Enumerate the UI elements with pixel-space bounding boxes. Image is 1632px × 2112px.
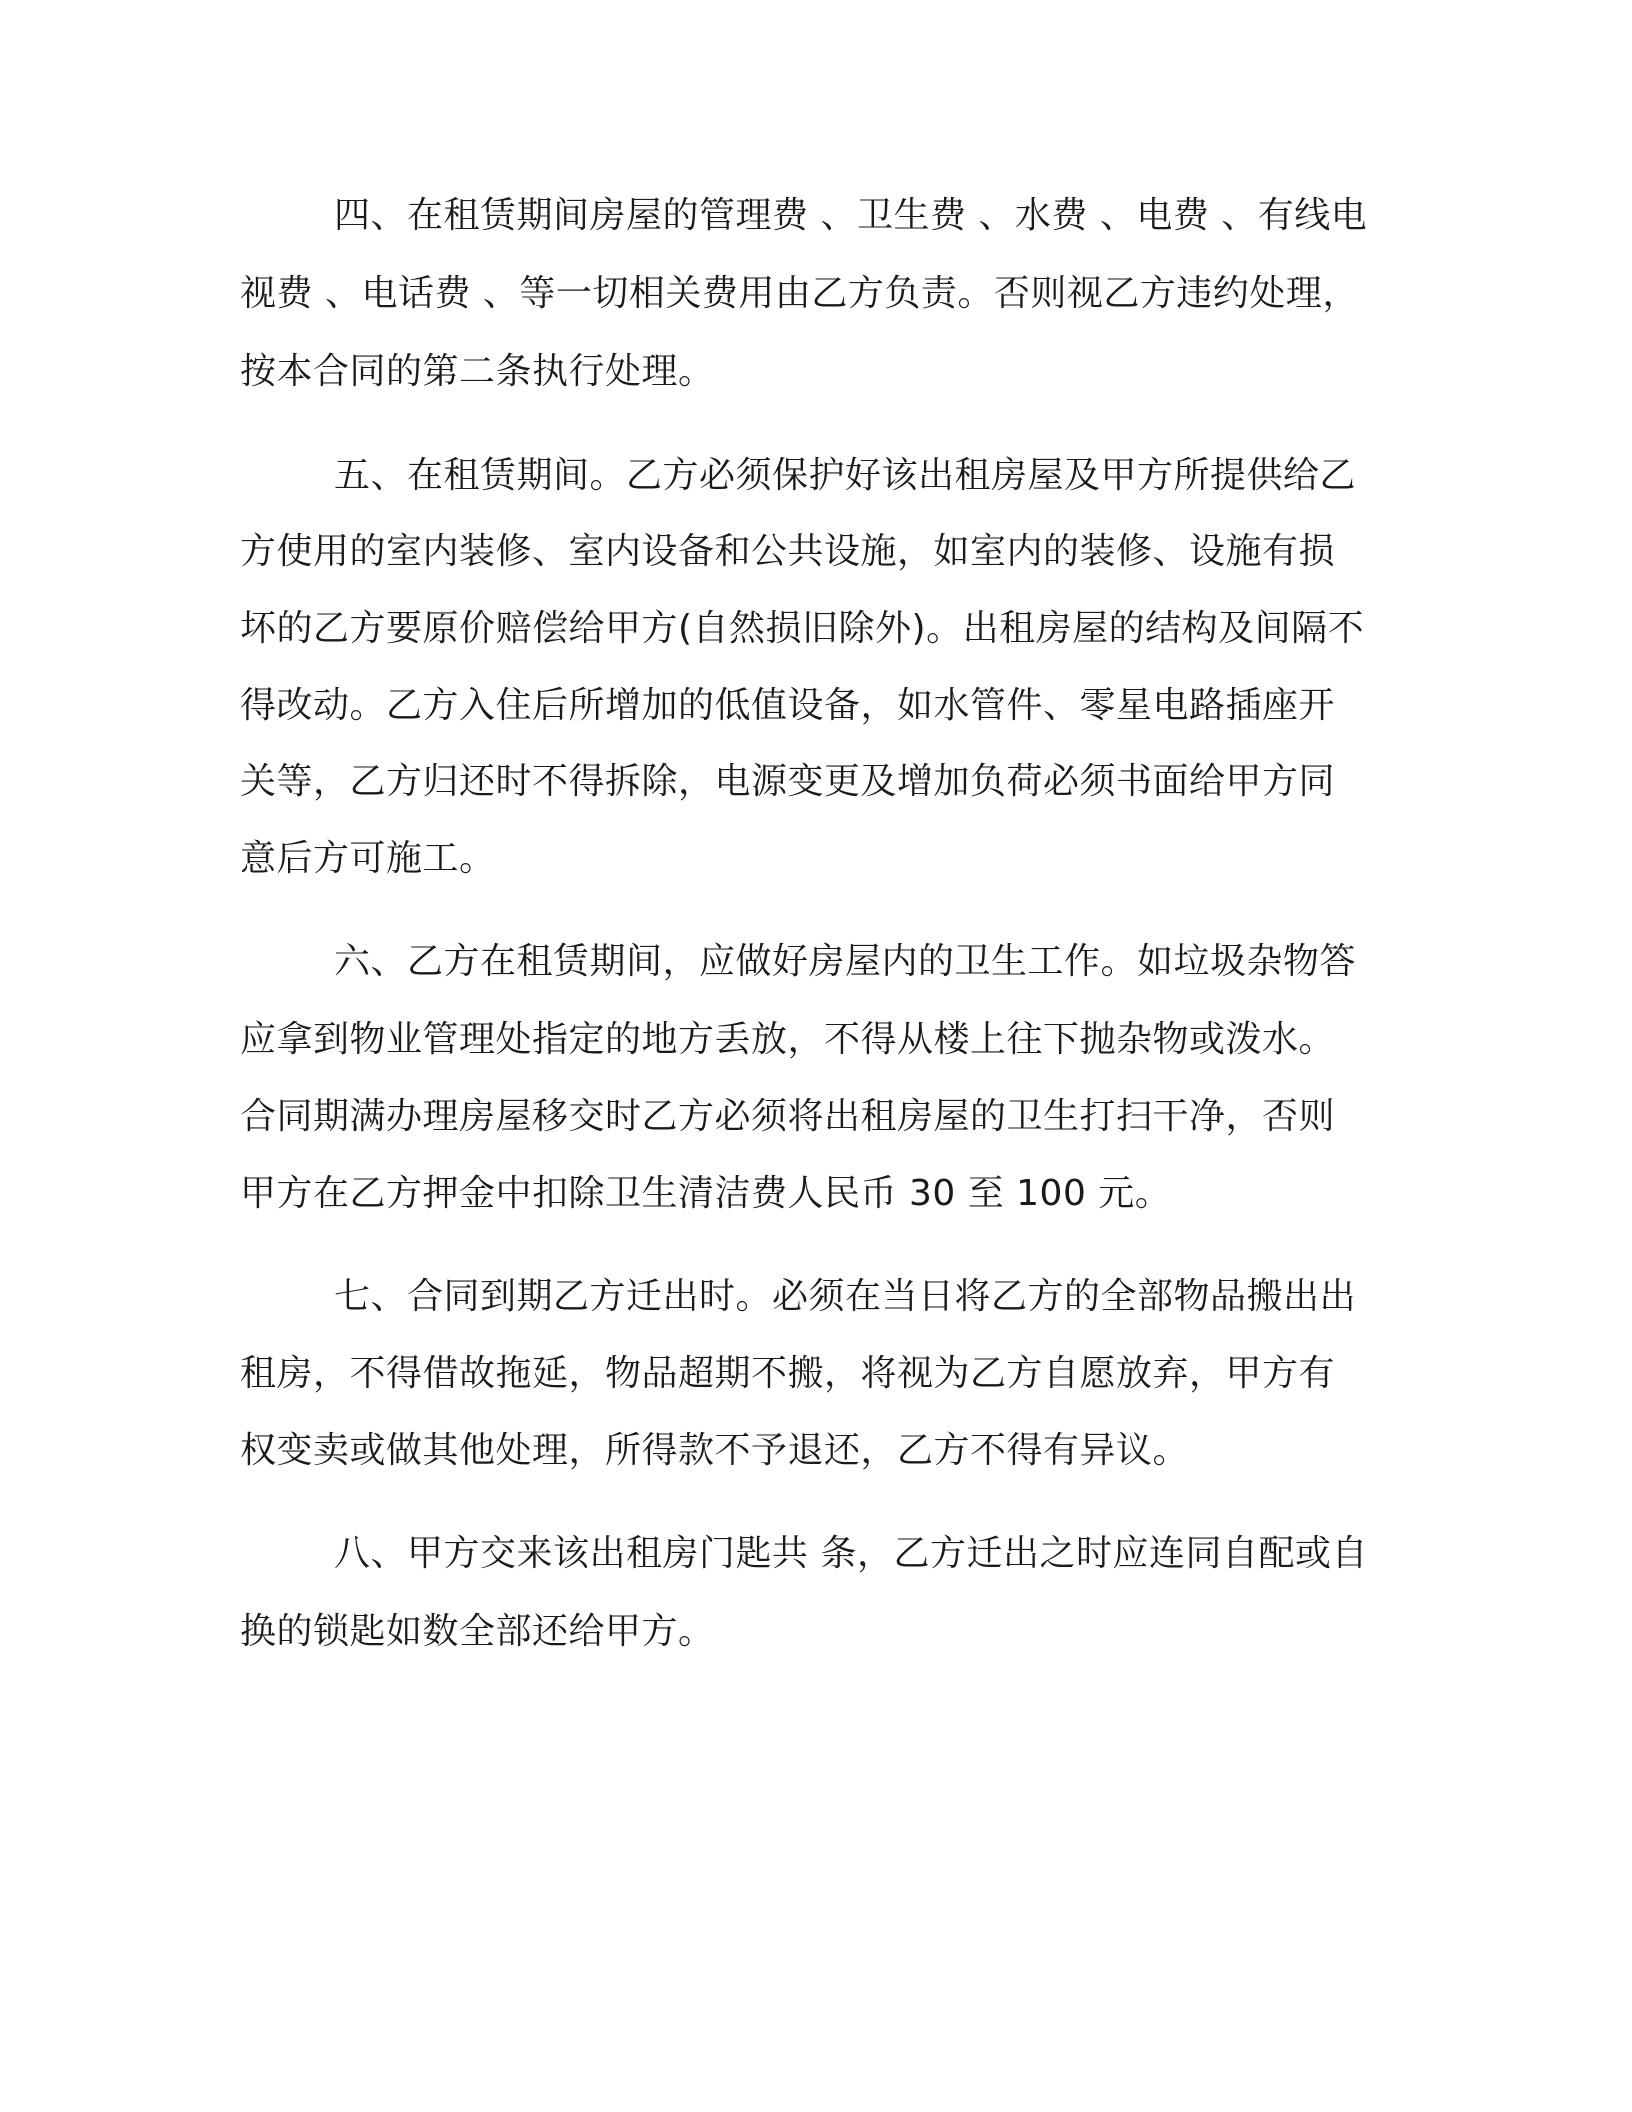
text-line: 坏的乙方要原价赔偿给甲方(自然损旧除外)。出租房屋的结构及间隔不 <box>240 608 1365 649</box>
text-line: 按本合同的第二条执行处理。 <box>240 351 715 392</box>
text-line: 甲方在乙方押金中扣除卫生清洁费人民币 30 至 100 元。 <box>240 1173 1172 1214</box>
text-line: 六、乙方在租赁期间，应做好房屋内的卫生工作。如垃圾杂物答 <box>334 941 1357 982</box>
text-line: 五、在租赁期间。乙方必须保护好该出租房屋及甲方所提供给乙 <box>334 455 1357 496</box>
text-line: 七、合同到期乙方迁出时。必须在当日将乙方的全部物品搬出出 <box>334 1276 1357 1317</box>
text-line: 换的锁匙如数全部还给甲方。 <box>240 1611 715 1652</box>
text-line: 关等，乙方归还时不得拆除，电源变更及增加负荷必须书面给甲方同 <box>240 761 1336 802</box>
text-line: 合同期满办理房屋移交时乙方必须将出租房屋的卫生打扫干净，否则 <box>240 1096 1336 1137</box>
text-line: 权变卖或做其他处理，所得款不予退还，乙方不得有异议。 <box>240 1430 1190 1471</box>
text-line: 意后方可施工。 <box>240 838 496 879</box>
text-line: 四、在租赁期间房屋的管理费 、卫生费 、水费 、电费 、有线电 <box>334 195 1368 236</box>
text-line: 八、甲方交来该出租房门匙共 条，乙方迁出之时应连同自配或自 <box>334 1533 1368 1574</box>
text-line: 方使用的室内装修、室内设备和公共设施，如室内的装修、设施有损 <box>240 531 1336 572</box>
text-line: 应拿到物业管理处指定的地方丢放，不得从楼上往下抛杂物或泼水。 <box>240 1019 1336 1060</box>
text-line: 视费 、电话费 、等一切相关费用由乙方负责。否则视乙方违约处理， <box>240 273 1359 314</box>
text-line: 得改动。乙方入住后所增加的低值设备，如水管件、零星电路插座开 <box>240 685 1336 726</box>
text-line: 租房，不得借故拖延，物品超期不搬，将视为乙方自愿放弃，甲方有 <box>240 1353 1336 1394</box>
